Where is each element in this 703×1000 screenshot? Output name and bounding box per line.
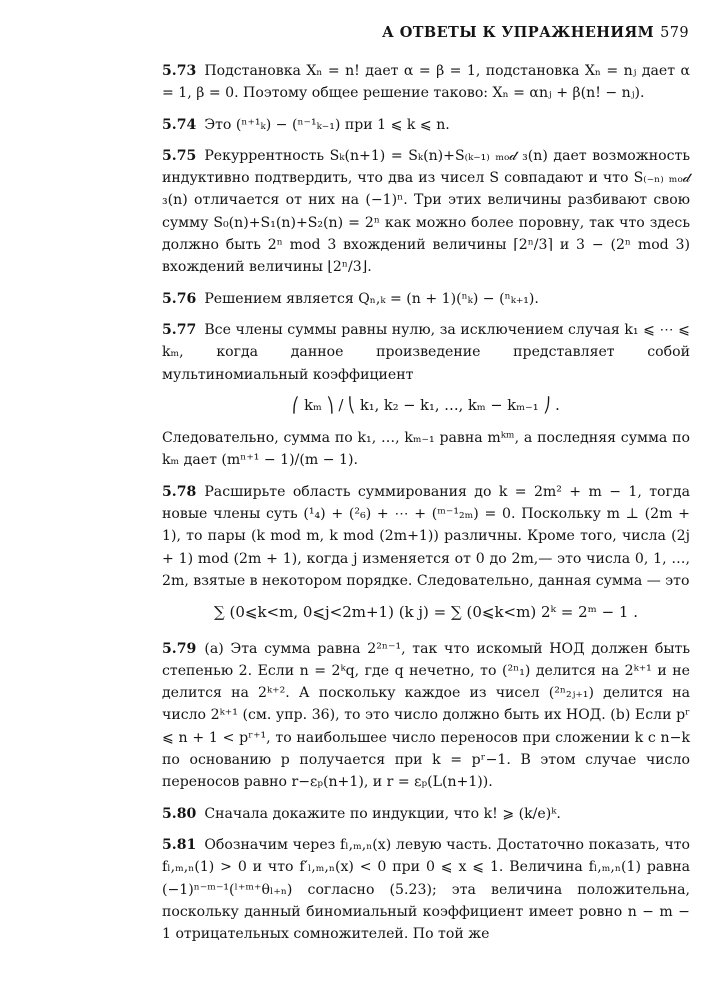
exercise-text: Расширьте область суммирования до k = 2m² + m − 1, тогда новые члены суть (¹₄) + (²₆) + ⋯ + (ᵐ⁻¹₂ₘ) = 0. Поскольку m ⊥ (2m + 1), то пары (k mod m, k mod (2m+1)) различны. Кроме того, числа (2j + 1) mod (2m + 1), когда j изменяется от 0 до 2m,— это числа 0, 1, …, 2m, взятые в некотором порядке. Следовательно, данная сумма — это <box>162 483 690 589</box>
multinomial-display: ⎛ kₘ ⎞ / ⎝ k₁, k₂ − k₁, …, kₘ − kₘ₋₁ ⎠ . <box>292 396 560 414</box>
exercise-5-75 <box>162 145 690 279</box>
exercise-number: 5.80 <box>162 805 197 822</box>
exercise-text: Следовательно, сумма по k₁, …, kₘ₋₁ равна mᵏᵐ, а последняя сумма по kₘ дает (mⁿ⁺¹ − 1)/(m − 1). <box>162 430 690 469</box>
exercise-text: Обозначим через fₗ,ₘ,ₙ(x) левую часть. Достаточно показать, что fₗ,ₘ,ₙ(1) > 0 и что f′ₗ,ₘ,ₙ(x) < 0 при 0 ⩽ x ⩽ 1. Величина fₗ,ₘ,ₙ(1) равна (−1)ⁿ⁻ᵐ⁻¹(ˡ⁺ᵐ⁺θₗ₊ₙ) согласно (5.23); эта величина положительна, поскольку данный биномиальный коэффициент имеет ровно n − m − 1 отрицательных сомножителей. По той же <box>162 836 690 943</box>
page-number: 579 <box>660 25 689 41</box>
chapter-title: А ОТВЕТЫ К УПРАЖНЕНИЯМ <box>382 24 655 41</box>
exercise-5-77-continued <box>162 427 690 472</box>
exercise-5-73 <box>162 60 690 105</box>
exercise-text: Все члены суммы равны нулю, за исключением случая k₁ ⩽ ⋯ ⩽ kₘ, когда данное произведение представляет собой мультиномиальный коэффициент <box>162 321 690 383</box>
exercise-5-78 <box>162 481 690 592</box>
answers-body <box>162 60 690 954</box>
exercise-text: Рекуррентность Sₖ(n+1) = Sₖ(n)+S₍ₖ₋₁₎ ₘₒ𝒹 ₃(n) дает возможность индуктивно подтвердить, что два из чисел S совпадают и что S₍₋ₙ₎ ₘₒ𝒹 ₃(n) отличается от них на (−1)ⁿ. Три этих величины разбивают свою сумму S₀(n)+S₁(n)+S₂(n) = 2ⁿ как можно более поровну, так что здесь должно быть 2ⁿ mod 3 вхождений величины ⌈2ⁿ/3⌉ и 3 − (2ⁿ mod 3) вхождений величины ⌊2ⁿ/3⌋. <box>162 147 690 276</box>
exercise-number: 5.75 <box>162 147 197 164</box>
exercise-5-81 <box>162 834 690 945</box>
exercise-text: (a) Эта сумма равна 2²ⁿ⁻¹, так что искомый НОД должен быть степенью 2. Если n = 2ᵏq, где q нечетно, то (²ⁿ₁) делится на 2ᵏ⁺¹ и не делится на 2ᵏ⁺². А поскольку каждое из чисел (²ⁿ₂ⱼ₊₁) делится на число 2ᵏ⁺¹ (см. упр. 36), то это число должно быть их НОД. (b) Если pʳ ⩽ n + 1 < pʳ⁺¹, то наибольшее число переносов при сложении k с n−k по основанию p получается при k = pʳ−1. В этом случае число переносов равно r−εₚ(n+1), и r = εₚ(L(n+1)). <box>162 640 690 791</box>
exercise-number: 5.76 <box>162 290 197 307</box>
exercise-number: 5.81 <box>162 836 197 853</box>
exercise-text: Сначала докажите по индукции, что k! ⩾ (k/e)ᵏ. <box>204 805 561 822</box>
exercise-number: 5.78 <box>162 483 197 500</box>
exercise-number: 5.79 <box>162 640 197 657</box>
exercise-text: Решением является Qₙ,ₖ = (n + 1)(ⁿₖ) − (ⁿₖ₊₁). <box>204 290 539 307</box>
running-head <box>382 24 689 41</box>
sum-display: ∑ (0⩽k<m, 0⩽j<2m+1) (k j) = ∑ (0⩽k<m) 2ᵏ = 2ᵐ − 1 . <box>214 603 638 622</box>
exercise-5-79 <box>162 638 690 794</box>
exercise-5-74 <box>162 114 690 136</box>
exercise-5-80 <box>162 803 690 825</box>
exercise-text: Подстановка Xₙ = n! дает α = β = 1, подстановка Xₙ = nⱼ дает α = 1, β = 0. Поэтому общее решение таково: Xₙ = αnⱼ + β(n! − nⱼ). <box>162 63 690 102</box>
exercise-5-76 <box>162 288 690 310</box>
exercise-number: 5.74 <box>162 116 197 133</box>
exercise-5-77 <box>162 319 690 386</box>
exercise-number: 5.73 <box>162 63 197 79</box>
exercise-text: Это (ⁿ⁺¹ₖ) − (ⁿ⁻¹ₖ₋₁) при 1 ⩽ k ⩽ n. <box>204 116 450 133</box>
exercise-number: 5.77 <box>162 321 197 338</box>
